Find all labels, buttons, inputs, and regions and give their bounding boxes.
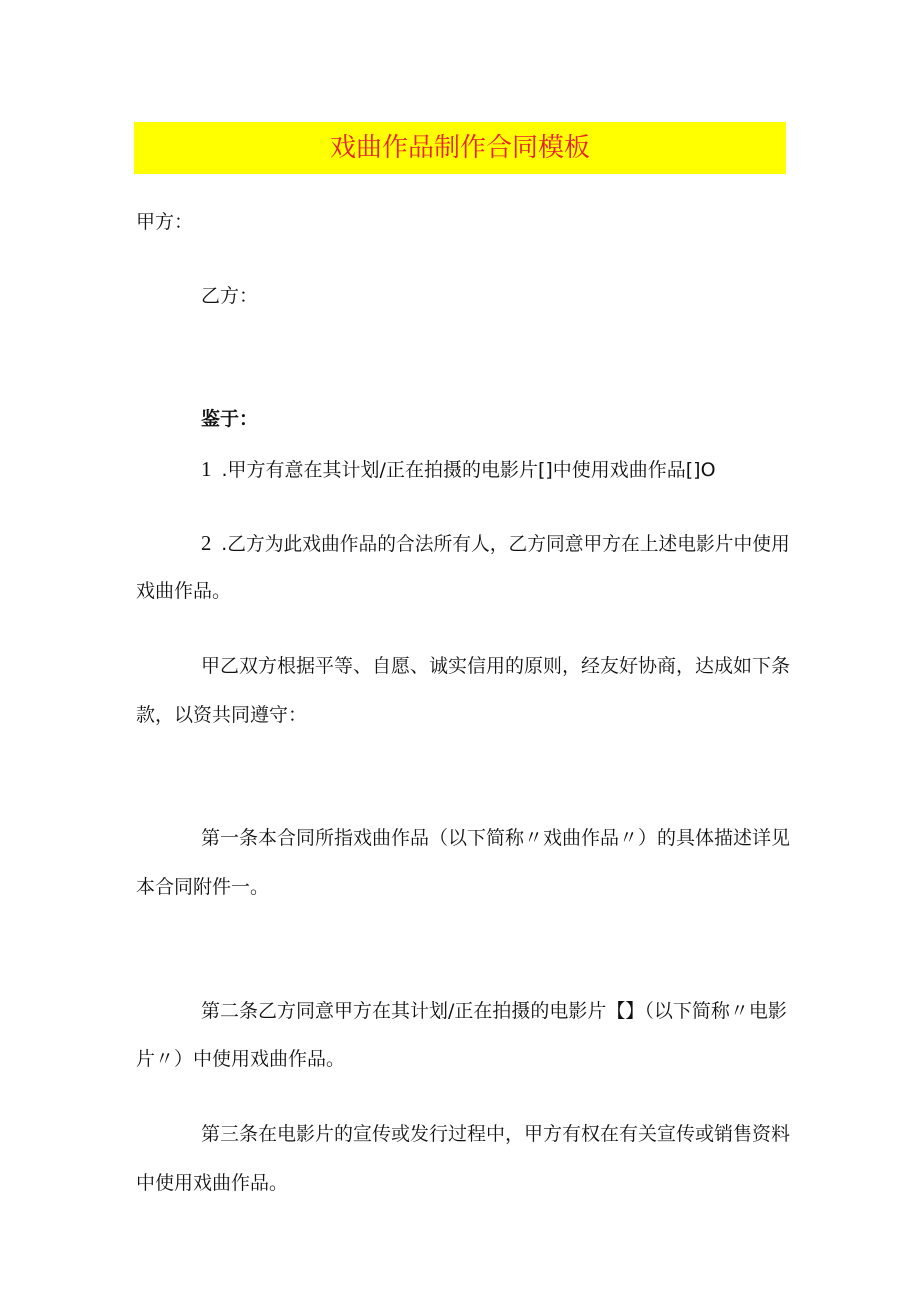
recital-1-number: 1 — [201, 457, 212, 481]
recital-2-text: .乙方为此戏曲作品的合法所有人，乙方同意甲方在上述电影片中使用 — [221, 533, 790, 555]
recital-2-line-2: 戏曲作品。 — [136, 580, 232, 602]
agreement-clause-line-2: 款，以资共同遵守： — [136, 704, 308, 726]
agreement-clause-line-1: 甲乙双方根据平等、自愿、诚实信用的原则，经友好协商，达成如下条 — [201, 655, 791, 677]
article-1-line-1: 第一条本合同所指戏曲作品（以下简称〃戏曲作品〃）的具体描述详见 — [201, 827, 791, 849]
recital-1 — [201, 459, 716, 480]
recital-1-text: .甲方有意在其计划/正在拍摄的电影片[]中使用戏曲作品[]O — [221, 459, 716, 481]
article-2-line-1: 第二条乙方同意甲方在其计划/正在拍摄的电影片【】（以下简称〃电影 — [201, 1000, 787, 1022]
title-banner — [134, 122, 786, 174]
whereas-label: 鉴于： — [201, 408, 259, 430]
article-1-line-2: 本合同附件一。 — [136, 876, 270, 898]
party-a-label: 甲方： — [136, 211, 194, 233]
article-3-line-1: 第三条在电影片的宣传或发行过程中，甲方有权在有关宣传或销售资料 — [201, 1123, 791, 1145]
article-3-line-2: 中使用戏曲作品。 — [136, 1172, 289, 1194]
party-b-label: 乙方： — [201, 285, 259, 307]
document-title: 戏曲作品制作合同模板 — [329, 133, 590, 163]
recital-2-line-1 — [201, 533, 790, 554]
recital-2-number: 2 — [201, 531, 212, 555]
article-2-line-2: 片〃）中使用戏曲作品。 — [136, 1048, 346, 1070]
